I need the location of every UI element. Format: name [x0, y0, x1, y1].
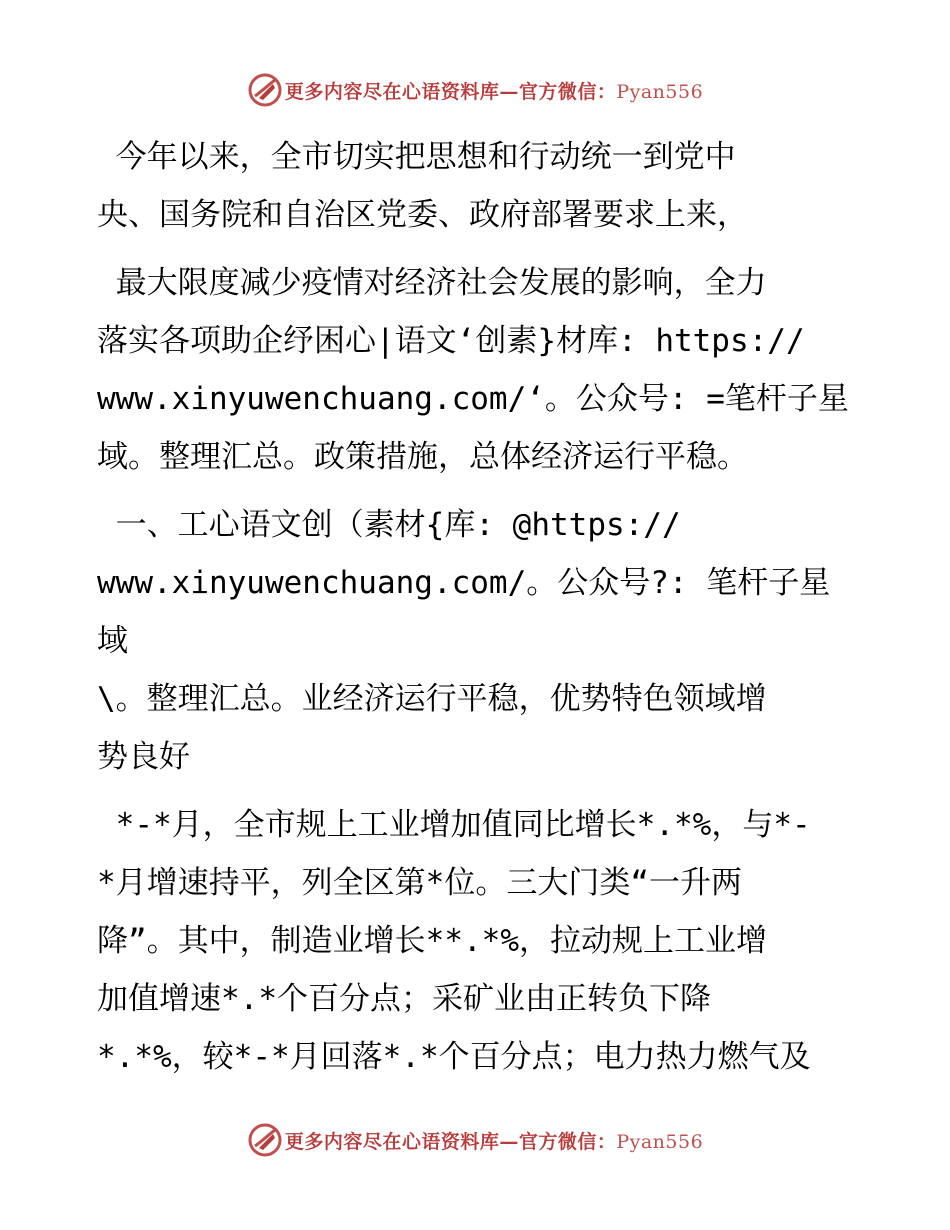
paragraph	[97, 254, 857, 486]
brand-logo-icon	[247, 1122, 283, 1158]
banner-text: 更多内容尽在心语资料库—官方微信：Pyan556	[284, 1130, 704, 1153]
paragraph	[97, 128, 857, 244]
text-line: 最大限度减少疫情对经济社会发展的影响，全力	[97, 265, 767, 301]
text-line: 加值增速*.*个百分点；采矿业由正转负下降	[97, 981, 711, 1017]
text-line: www.xinyuwenchuang.com/‘。公众号: =笔杆子星	[97, 381, 849, 417]
footer-banner	[0, 1120, 950, 1160]
text-line: 落实各项助企纾困心|语文‘创素}材库: https://	[97, 323, 805, 359]
banner-text: 更多内容尽在心语资料库—官方微信：Pyan556	[284, 80, 704, 103]
text-line: 势良好	[97, 739, 190, 775]
wechat-id: Pyan556	[616, 80, 704, 103]
text-line: www.xinyuwenchuang.com/。公众号?: 笔杆子星域	[97, 565, 831, 659]
text-line: *-*月，全市规上工业增加值同比增长*.*%，与*-	[97, 807, 811, 843]
text-line: *.*%，较*-*月回落*.*个百分点；电力热力燃气及	[97, 1039, 811, 1075]
text-line: 降”。其中，制造业增长**.*%，拉动规上工业增	[97, 923, 767, 959]
paragraph	[97, 796, 857, 1086]
text-line: *月增速持平，列全区第*位。三大门类“一升两	[97, 865, 742, 901]
text-line: 域。整理汇总。政策措施，总体经济运行平稳。	[97, 439, 748, 475]
document-body	[97, 128, 857, 1086]
header-banner	[0, 70, 950, 110]
text-line: 一、工心语文创（素材{库: @https://	[97, 507, 681, 543]
text-line: \。整理汇总。业经济运行平稳，优势特色领域增	[97, 681, 767, 717]
wechat-id: Pyan556	[616, 1130, 704, 1153]
paragraph	[97, 496, 857, 786]
brand-logo-icon	[247, 72, 283, 108]
text-line: 央、国务院和自治区党委、政府部署要求上来，	[97, 197, 748, 233]
text-line: 今年以来，全市切实把思想和行动统一到党中	[97, 139, 736, 175]
